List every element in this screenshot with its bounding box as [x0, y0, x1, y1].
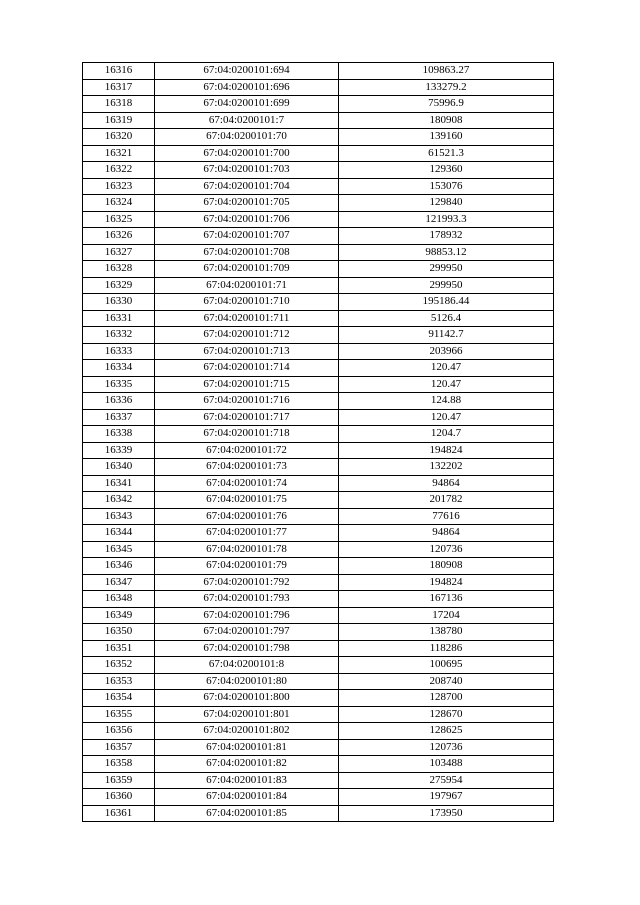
table-row [83, 409, 554, 426]
table-row [83, 145, 554, 162]
row-number-cell: 16353 [83, 673, 155, 690]
row-number-cell: 16351 [83, 640, 155, 657]
cadastral-number-cell: 67:04:0200101:797 [155, 624, 339, 641]
cadastral-number-cell: 67:04:0200101:715 [155, 376, 339, 393]
table-row [83, 195, 554, 212]
value-cell: 195186.44 [339, 294, 554, 311]
value-cell: 299950 [339, 261, 554, 278]
value-cell: 167136 [339, 591, 554, 608]
value-cell: 118286 [339, 640, 554, 657]
row-number-cell: 16318 [83, 96, 155, 113]
row-number-cell: 16322 [83, 162, 155, 179]
table-body [83, 63, 554, 822]
value-cell: 194824 [339, 574, 554, 591]
table-row [83, 129, 554, 146]
row-number-cell: 16359 [83, 772, 155, 789]
table-row [83, 640, 554, 657]
cadastral-number-cell: 67:04:0200101:81 [155, 739, 339, 756]
row-number-cell: 16349 [83, 607, 155, 624]
row-number-cell: 16341 [83, 475, 155, 492]
table-row [83, 475, 554, 492]
row-number-cell: 16355 [83, 706, 155, 723]
value-cell: 1204.7 [339, 426, 554, 443]
cadastral-number-cell: 67:04:0200101:699 [155, 96, 339, 113]
table-row [83, 607, 554, 624]
table-row [83, 789, 554, 806]
table-row [83, 558, 554, 575]
row-number-cell: 16343 [83, 508, 155, 525]
value-cell: 208740 [339, 673, 554, 690]
table-row [83, 442, 554, 459]
cadastral-number-cell: 67:04:0200101:83 [155, 772, 339, 789]
value-cell: 120736 [339, 739, 554, 756]
cadastral-number-cell: 67:04:0200101:84 [155, 789, 339, 806]
cadastral-number-cell: 67:04:0200101:802 [155, 723, 339, 740]
row-number-cell: 16348 [83, 591, 155, 608]
value-cell: 203966 [339, 343, 554, 360]
cadastral-number-cell: 67:04:0200101:82 [155, 756, 339, 773]
cadastral-number-cell: 67:04:0200101:707 [155, 228, 339, 245]
table-row [83, 673, 554, 690]
cadastral-number-cell: 67:04:0200101:708 [155, 244, 339, 261]
row-number-cell: 16347 [83, 574, 155, 591]
row-number-cell: 16345 [83, 541, 155, 558]
cadastral-number-cell: 67:04:0200101:713 [155, 343, 339, 360]
row-number-cell: 16319 [83, 112, 155, 129]
value-cell: 121993.3 [339, 211, 554, 228]
value-cell: 138780 [339, 624, 554, 641]
row-number-cell: 16323 [83, 178, 155, 195]
row-number-cell: 16336 [83, 393, 155, 410]
value-cell: 98853.12 [339, 244, 554, 261]
value-cell: 132202 [339, 459, 554, 476]
value-cell: 139160 [339, 129, 554, 146]
value-cell: 94864 [339, 475, 554, 492]
table-row [83, 294, 554, 311]
cadastral-value-table [82, 62, 554, 822]
row-number-cell: 16316 [83, 63, 155, 80]
cadastral-number-cell: 67:04:0200101:711 [155, 310, 339, 327]
value-cell: 100695 [339, 657, 554, 674]
cadastral-number-cell: 67:04:0200101:712 [155, 327, 339, 344]
table-row [83, 277, 554, 294]
cadastral-number-cell: 67:04:0200101:709 [155, 261, 339, 278]
cadastral-number-cell: 67:04:0200101:717 [155, 409, 339, 426]
row-number-cell: 16357 [83, 739, 155, 756]
table-row [83, 112, 554, 129]
cadastral-number-cell: 67:04:0200101:80 [155, 673, 339, 690]
row-number-cell: 16331 [83, 310, 155, 327]
table-row [83, 327, 554, 344]
table-row [83, 574, 554, 591]
value-cell: 129360 [339, 162, 554, 179]
cadastral-number-cell: 67:04:0200101:76 [155, 508, 339, 525]
cadastral-number-cell: 67:04:0200101:70 [155, 129, 339, 146]
table-row [83, 525, 554, 542]
value-cell: 153076 [339, 178, 554, 195]
row-number-cell: 16332 [83, 327, 155, 344]
value-cell: 275954 [339, 772, 554, 789]
value-cell: 120736 [339, 541, 554, 558]
cadastral-number-cell: 67:04:0200101:801 [155, 706, 339, 723]
cadastral-number-cell: 67:04:0200101:706 [155, 211, 339, 228]
table-row [83, 591, 554, 608]
row-number-cell: 16325 [83, 211, 155, 228]
table-row [83, 426, 554, 443]
row-number-cell: 16320 [83, 129, 155, 146]
value-cell: 197967 [339, 789, 554, 806]
table-row [83, 162, 554, 179]
cadastral-number-cell: 67:04:0200101:714 [155, 360, 339, 377]
row-number-cell: 16329 [83, 277, 155, 294]
table-row [83, 690, 554, 707]
value-cell: 128700 [339, 690, 554, 707]
table-row [83, 805, 554, 822]
table-row [83, 393, 554, 410]
cadastral-number-cell: 67:04:0200101:694 [155, 63, 339, 80]
value-cell: 109863.27 [339, 63, 554, 80]
cadastral-number-cell: 67:04:0200101:71 [155, 277, 339, 294]
cadastral-number-cell: 67:04:0200101:85 [155, 805, 339, 822]
cadastral-number-cell: 67:04:0200101:696 [155, 79, 339, 96]
value-cell: 194824 [339, 442, 554, 459]
value-cell: 120.47 [339, 376, 554, 393]
cadastral-number-cell: 67:04:0200101:710 [155, 294, 339, 311]
value-cell: 120.47 [339, 360, 554, 377]
cadastral-number-cell: 67:04:0200101:79 [155, 558, 339, 575]
value-cell: 129840 [339, 195, 554, 212]
table-row [83, 624, 554, 641]
value-cell: 120.47 [339, 409, 554, 426]
value-cell: 17204 [339, 607, 554, 624]
table-row [83, 706, 554, 723]
table-row [83, 739, 554, 756]
row-number-cell: 16317 [83, 79, 155, 96]
cadastral-number-cell: 67:04:0200101:7 [155, 112, 339, 129]
row-number-cell: 16342 [83, 492, 155, 509]
cadastral-number-cell: 67:04:0200101:8 [155, 657, 339, 674]
cadastral-number-cell: 67:04:0200101:74 [155, 475, 339, 492]
table-row [83, 723, 554, 740]
row-number-cell: 16327 [83, 244, 155, 261]
table-row [83, 772, 554, 789]
value-cell: 103488 [339, 756, 554, 773]
table-row [83, 343, 554, 360]
table-row [83, 63, 554, 80]
table-row [83, 508, 554, 525]
table-row [83, 310, 554, 327]
value-cell: 128670 [339, 706, 554, 723]
cadastral-number-cell: 67:04:0200101:792 [155, 574, 339, 591]
value-cell: 77616 [339, 508, 554, 525]
cadastral-number-cell: 67:04:0200101:718 [155, 426, 339, 443]
value-cell: 75996.9 [339, 96, 554, 113]
value-cell: 201782 [339, 492, 554, 509]
row-number-cell: 16337 [83, 409, 155, 426]
row-number-cell: 16338 [83, 426, 155, 443]
cadastral-number-cell: 67:04:0200101:800 [155, 690, 339, 707]
table-row [83, 492, 554, 509]
table-row [83, 376, 554, 393]
row-number-cell: 16360 [83, 789, 155, 806]
row-number-cell: 16330 [83, 294, 155, 311]
value-cell: 124.88 [339, 393, 554, 410]
row-number-cell: 16350 [83, 624, 155, 641]
value-cell: 94864 [339, 525, 554, 542]
cadastral-number-cell: 67:04:0200101:75 [155, 492, 339, 509]
cadastral-number-cell: 67:04:0200101:77 [155, 525, 339, 542]
row-number-cell: 16324 [83, 195, 155, 212]
cadastral-number-cell: 67:04:0200101:78 [155, 541, 339, 558]
table-row [83, 360, 554, 377]
cadastral-number-cell: 67:04:0200101:798 [155, 640, 339, 657]
table-row [83, 96, 554, 113]
value-cell: 299950 [339, 277, 554, 294]
row-number-cell: 16354 [83, 690, 155, 707]
value-cell: 133279.2 [339, 79, 554, 96]
row-number-cell: 16346 [83, 558, 155, 575]
row-number-cell: 16334 [83, 360, 155, 377]
row-number-cell: 16358 [83, 756, 155, 773]
table-row [83, 244, 554, 261]
value-cell: 180908 [339, 112, 554, 129]
row-number-cell: 16339 [83, 442, 155, 459]
table-row [83, 178, 554, 195]
row-number-cell: 16328 [83, 261, 155, 278]
row-number-cell: 16352 [83, 657, 155, 674]
cadastral-number-cell: 67:04:0200101:72 [155, 442, 339, 459]
table-row [83, 657, 554, 674]
row-number-cell: 16356 [83, 723, 155, 740]
table-row [83, 79, 554, 96]
cadastral-number-cell: 67:04:0200101:700 [155, 145, 339, 162]
cadastral-number-cell: 67:04:0200101:716 [155, 393, 339, 410]
value-cell: 61521.3 [339, 145, 554, 162]
cadastral-number-cell: 67:04:0200101:704 [155, 178, 339, 195]
table-row [83, 261, 554, 278]
row-number-cell: 16344 [83, 525, 155, 542]
value-cell: 180908 [339, 558, 554, 575]
table-row [83, 756, 554, 773]
cadastral-number-cell: 67:04:0200101:793 [155, 591, 339, 608]
row-number-cell: 16361 [83, 805, 155, 822]
cadastral-number-cell: 67:04:0200101:703 [155, 162, 339, 179]
row-number-cell: 16333 [83, 343, 155, 360]
cadastral-number-cell: 67:04:0200101:705 [155, 195, 339, 212]
row-number-cell: 16321 [83, 145, 155, 162]
row-number-cell: 16340 [83, 459, 155, 476]
table-row [83, 228, 554, 245]
value-cell: 128625 [339, 723, 554, 740]
table-row [83, 459, 554, 476]
value-cell: 91142.7 [339, 327, 554, 344]
row-number-cell: 16326 [83, 228, 155, 245]
value-cell: 173950 [339, 805, 554, 822]
table-row [83, 541, 554, 558]
cadastral-number-cell: 67:04:0200101:73 [155, 459, 339, 476]
value-cell: 5126.4 [339, 310, 554, 327]
row-number-cell: 16335 [83, 376, 155, 393]
table-row [83, 211, 554, 228]
value-cell: 178932 [339, 228, 554, 245]
cadastral-number-cell: 67:04:0200101:796 [155, 607, 339, 624]
